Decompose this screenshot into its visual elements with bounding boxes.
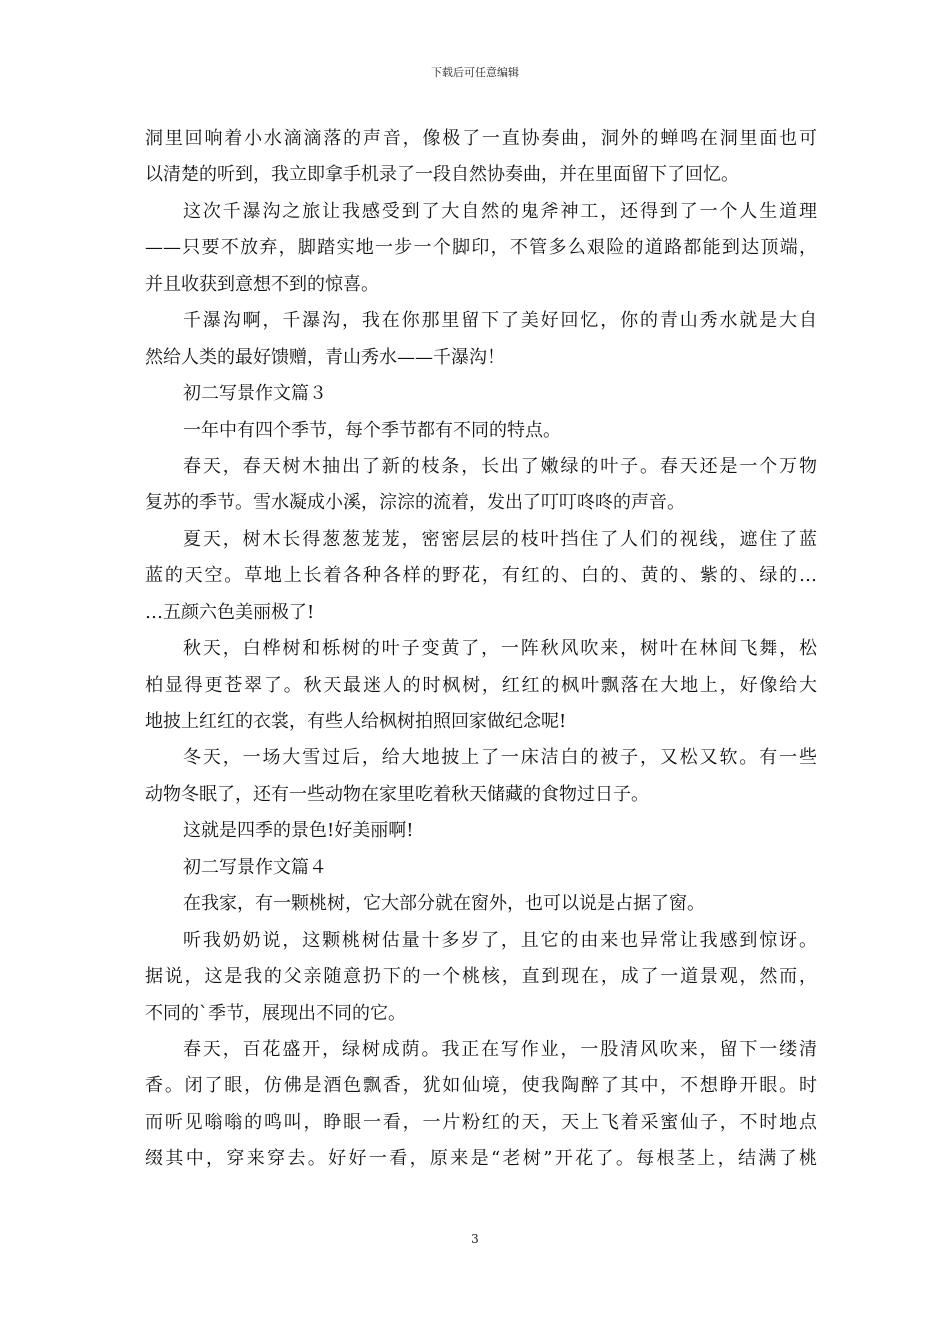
text-line: …五颜六色美丽极了! [145,601,315,623]
document-body [145,121,817,1178]
text-line: 然给人类的最好馈赠，青山秀水——千瀑沟！ [145,346,505,368]
text-line: 春天，春天树木抽出了新的枝条，长出了嫩绿的叶子。春天还是一个万物 [183,455,817,477]
text-line: 蓝的天空。草地上长着各种各样的野花，有红的、白的、黄的、紫的、绿的… [145,565,817,587]
page-header-note: 下载后可任意编辑 [431,66,519,79]
text-line: 并且收获到意想不到的惊喜。 [145,273,379,295]
text-line: 以清楚的听到，我立即拿手机录了一段自然协奏曲，并在里面留下了回忆。 [145,164,739,186]
text-line: 缀其中，穿来穿去。好好一看，原来是“老树”开花了。每根茎上，结满了桃 [145,1148,817,1170]
text-line: 一年中有四个季节，每个季节都有不同的特点。 [183,419,561,441]
text-line: 千瀑沟啊，千瀑沟，我在你那里留下了美好回忆，你的青山秀水就是大自 [183,310,817,332]
text-line: 而听见嗡嗡的鸣叫，睁眼一看，一片粉红的天，天上飞着采蜜仙子，不时地点 [145,1111,817,1133]
text-line: 这就是四季的景色!好美丽啊! [183,820,414,842]
text-line: 这次千瀑沟之旅让我感受到了大自然的鬼斧神工，还得到了一个人生道理 [183,200,817,222]
text-line: 洞里回响着小水滴滴落的声音，像极了一直协奏曲，洞外的蝉鸣在洞里面也可 [145,128,817,149]
text-line: 夏天，树木长得葱葱茏茏，密密层层的枝叶挡住了人们的视线，遮住了蓝 [183,528,817,550]
text-line: 秋天，白桦树和栎树的叶子变黄了，一阵秋风吹来，树叶在林间飞舞，松 [183,638,817,660]
text-line: 动物冬眠了，还有一些动物在家里吃着秋天储藏的食物过日子。 [145,783,649,805]
text-line: 香。闭了眼，仿佛是酒色飘香，犹如仙境，使我陶醉了其中，不想睁开眼。时 [145,1075,817,1097]
text-line: ——只要不放弃，脚踏实地一步一个脚印，不管多么艰险的道路都能到达顶端， [145,237,817,259]
text-line: 据说，这是我的父亲随意扔下的一个桃核，直到现在，成了一道景观，然而， [145,966,817,988]
section-heading: 初二写景作文篇３ [183,383,327,405]
page-number: 3 [471,1232,479,1246]
section-heading: 初二写景作文篇４ [183,856,327,878]
text-line: 不同的`季节，展现出不同的它。 [145,1002,406,1024]
text-line: 春天，百花盛开，绿树成荫。我正在写作业，一股清风吹来，留下一缕清 [183,1038,817,1060]
text-line: 地披上红红的衣裳，有些人给枫树拍照回家做纪念呢! [145,711,567,732]
text-line: 听我奶奶说，这颗桃树估量十多岁了，且它的由来也异常让我感到惊讶。 [183,929,817,951]
text-line: 复苏的季节。雪水凝成小溪，淙淙的流着，发出了叮叮咚咚的声音。 [145,492,685,514]
text-line: 在我家，有一颗桃树，它大部分就在窗外，也可以说是占据了窗。 [183,893,705,915]
text-line: 柏显得更苍翠了。秋天最迷人的时枫树，红红的枫叶飘落在大地上，好像给大 [145,674,817,696]
text-line: 冬天，一场大雪过后，给大地披上了一床洁白的被子，又松又软。有一些 [183,747,817,769]
